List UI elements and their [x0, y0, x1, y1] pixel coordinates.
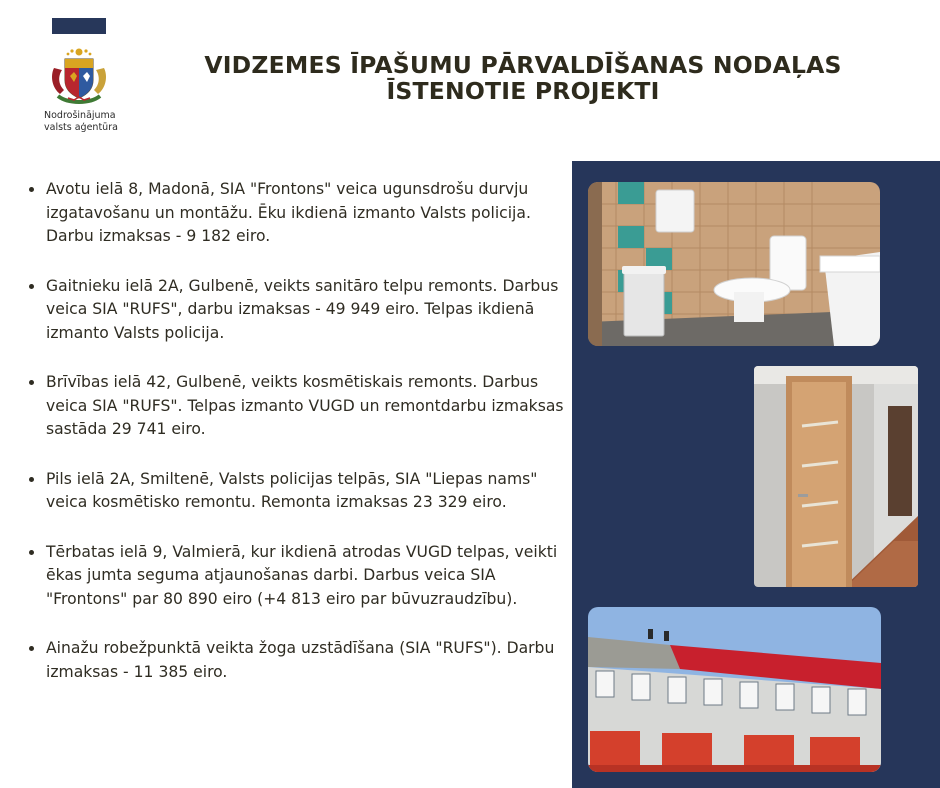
hallway-door-photo: [754, 366, 918, 587]
page-title: [148, 52, 898, 104]
agency-name-line1: Nodrošinājuma: [44, 110, 116, 121]
list-item: Pils ielā 2A, Smiltenē, Valsts policijas telpās, SIA "Liepas nams" veica kosmētisko remontu. Remonta izmaksas 23 329 eiro.: [26, 468, 566, 515]
page-title-line2: ĪSTENOTIE PROJEKTI: [386, 77, 660, 105]
project-list: [26, 178, 566, 710]
coat-of-arms-icon: [48, 46, 110, 106]
list-item: Gaitnieku ielā 2A, Gulbenē, veikts sanitāro telpu remonts. Darbus veica SIA "RUFS", darbu izmaksas - 49 949 eiro. Telpas ikdienā izmanto Valsts policija.: [26, 275, 566, 346]
list-item: Avotu ielā 8, Madonā, SIA "Frontons" veica ugunsdrošu durvju izgatavošanu un montāžu. Ēku ikdienā izmanto Valsts policija. Darbu izmaksas - 9 182 eiro.: [26, 178, 566, 249]
bathroom-photo: [588, 182, 880, 346]
agency-name-line2: valsts aģentūra: [44, 122, 118, 133]
top-accent-bar: [52, 18, 106, 34]
page-title-line1: VIDZEMES ĪPAŠUMU PĀRVALDĪŠANAS NODAĻAS: [204, 51, 842, 79]
building-roof-photo: [588, 607, 881, 772]
list-item: Ainažu robežpunktā veikta žoga uzstādīšana (SIA "RUFS"). Darbu izmaksas - 11 385 eiro.: [26, 637, 566, 684]
agency-name: [44, 110, 118, 134]
list-item: Tērbatas ielā 9, Valmierā, kur ikdienā atrodas VUGD telpas, veikti ēkas jumta seguma atjaunošanas darbi. Darbus veica SIA "Frontons" par 80 890 eiro (+4 813 eiro par būvuzraudzību).: [26, 541, 566, 612]
list-item: Brīvības ielā 42, Gulbenē, veikts kosmētiskais remonts. Darbus veica SIA "RUFS". Telpas izmanto VUGD un remontdarbu izmaksas sastāda 29 741 eiro.: [26, 371, 566, 442]
